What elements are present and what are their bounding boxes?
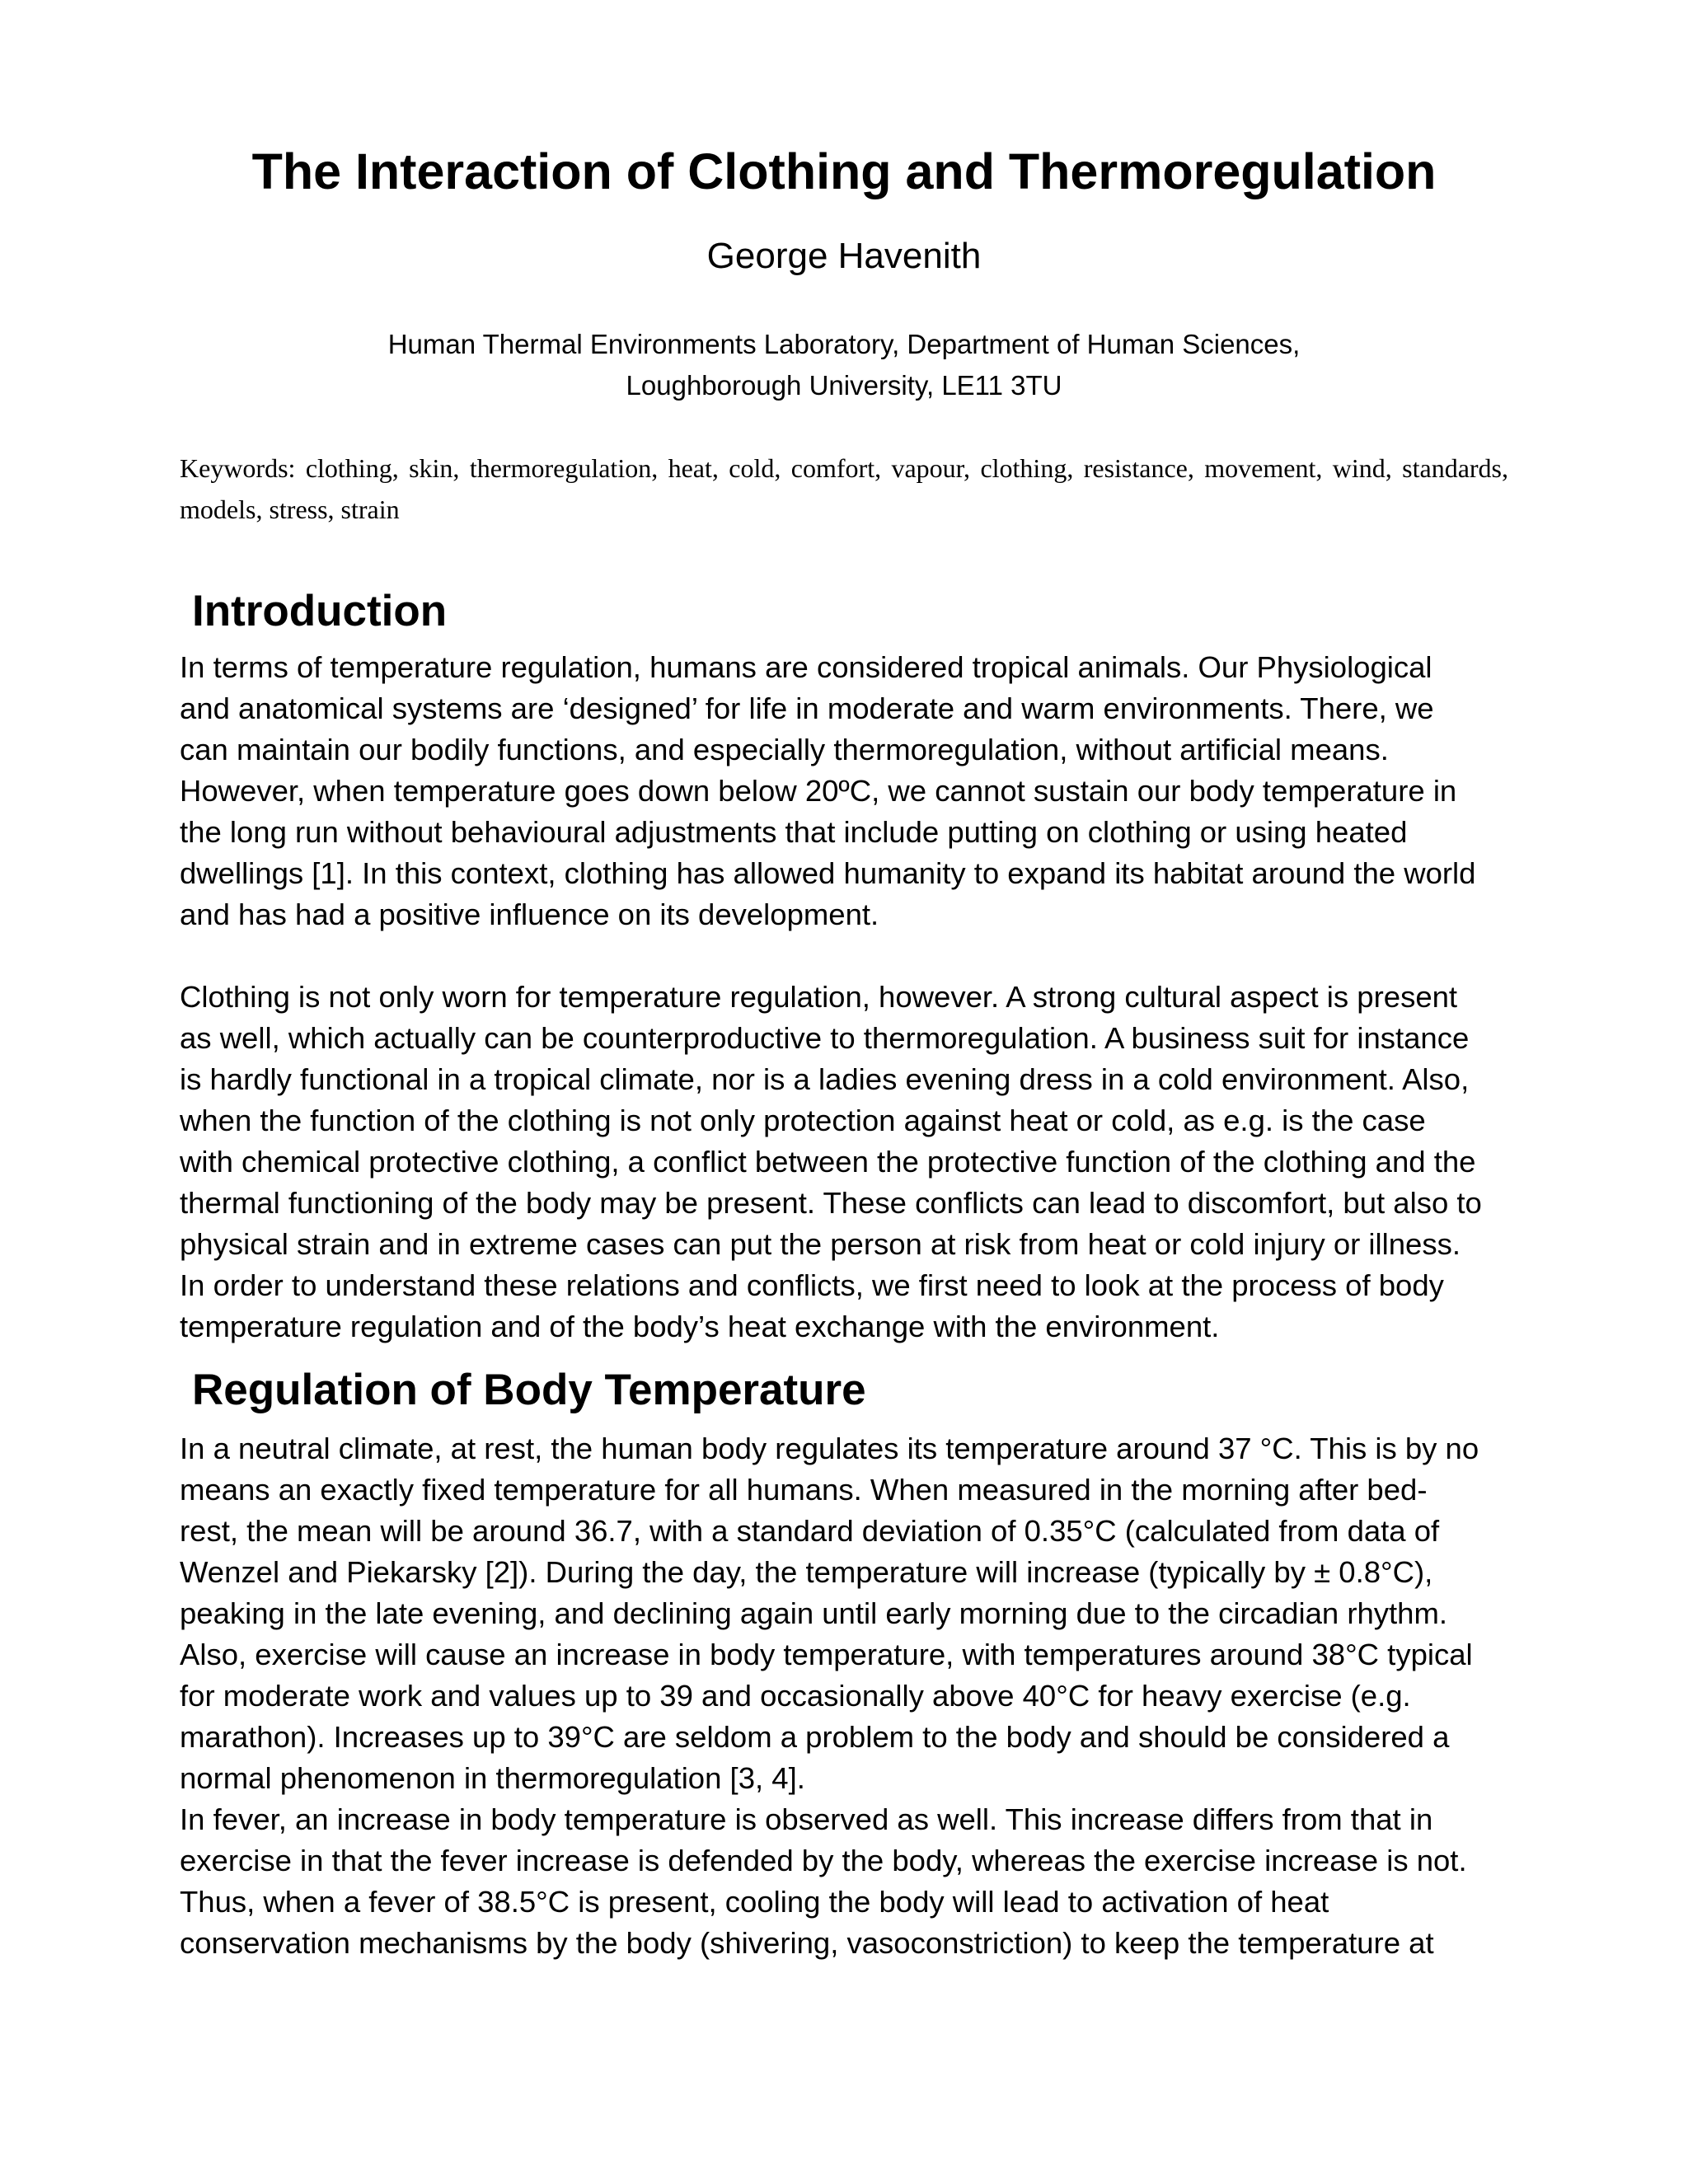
text-line: In fever, an increase in body temperature is observed as well. This increase differs from that in bbox=[180, 1802, 1433, 1836]
affiliation-line: Human Thermal Environments Laboratory, Department of Human Sciences, bbox=[387, 329, 1301, 359]
text-line: and has had a positive influence on its development. bbox=[180, 898, 879, 931]
text-line: normal phenomenon in thermoregulation [3, 4]. bbox=[180, 1761, 805, 1795]
text-line: physical strain and in extreme cases can put the person at risk from heat or cold injury or illness. bbox=[180, 1227, 1461, 1261]
text-line: Also, exercise will cause an increase in body temperature, with temperatures around 38°C typical bbox=[180, 1638, 1473, 1671]
text-line: conservation mechanisms by the body (shivering, vasoconstriction) to keep the temperature at bbox=[180, 1926, 1434, 1960]
keywords: Keywords: clothing, skin, thermoregulation, heat, cold, comfort, vapour, clothing, resistance, movement, wind, standards, models, stress, strain bbox=[180, 453, 1508, 524]
text-line: for moderate work and values up to 39 and occasionally above 40°C for heavy exercise (e.g. bbox=[180, 1679, 1411, 1713]
section-heading-regulation: Regulation of Body Temperature bbox=[192, 1366, 866, 1414]
text-line: Wenzel and Piekarsky [2]). During the day, the temperature will increase (typically by ± 0.8°C), bbox=[180, 1555, 1433, 1589]
text-line: However, when temperature goes down below 20ºC, we cannot sustain our body temperature in bbox=[180, 774, 1457, 808]
text-line: as well, which actually can be counterproductive to thermoregulation. A business suit for instance bbox=[180, 1021, 1470, 1055]
text-line: Clothing is not only worn for temperature regulation, however. A strong cultural aspect is present bbox=[180, 980, 1458, 1014]
text-line: exercise in that the fever increase is defended by the body, whereas the exercise increase is not. bbox=[180, 1844, 1467, 1877]
text-line: In a neutral climate, at rest, the human body regulates its temperature around 37 °C. This is by no bbox=[180, 1432, 1479, 1465]
introduction-paragraph-2 bbox=[180, 977, 1531, 1347]
affiliation-line: Loughborough University, LE11 3TU bbox=[626, 370, 1062, 401]
text-line: Thus, when a fever of 38.5°C is present, cooling the body will lead to activation of heat bbox=[180, 1885, 1329, 1919]
text-line: marathon). Increases up to 39°C are seldom a problem to the body and should be considered a bbox=[180, 1720, 1450, 1754]
text-line: can maintain our bodily functions, and especially thermoregulation, without artificial means. bbox=[180, 733, 1389, 766]
author-name: George Havenith bbox=[706, 236, 982, 276]
text-line: the long run without behavioural adjustments that include putting on clothing or using heated bbox=[180, 815, 1408, 849]
text-line: In order to understand these relations and conflicts, we first need to look at the process of body bbox=[180, 1268, 1444, 1302]
introduction-paragraph-1 bbox=[180, 647, 1531, 935]
text-line: thermal functioning of the body may be present. These conflicts can lead to discomfort, but also to bbox=[180, 1186, 1482, 1220]
text-line: and anatomical systems are ‘designed’ for life in moderate and warm environments. There, we bbox=[180, 691, 1434, 725]
text-line: In terms of temperature regulation, humans are considered tropical animals. Our Physiological bbox=[180, 650, 1432, 684]
text-line: peaking in the late evening, and declining again until early morning due to the circadian rhythm. bbox=[180, 1596, 1448, 1630]
text-line: dwellings [1]. In this context, clothing has allowed humanity to expand its habitat around the world bbox=[180, 856, 1476, 890]
regulation-paragraph-1 bbox=[180, 1428, 1531, 1964]
text-line: is hardly functional in a tropical climate, nor is a ladies evening dress in a cold environment. Also, bbox=[180, 1062, 1470, 1096]
section-heading-introduction: Introduction bbox=[192, 587, 448, 635]
text-line: when the function of the clothing is not only protection against heat or cold, as e.g. is the case bbox=[180, 1104, 1426, 1137]
text-line: temperature regulation and of the body’s heat exchange with the environment. bbox=[180, 1310, 1220, 1343]
text-line: rest, the mean will be around 36.7, with a standard deviation of 0.35°C (calculated from data of bbox=[180, 1514, 1440, 1548]
affiliation bbox=[0, 324, 1688, 406]
text-line: with chemical protective clothing, a conflict between the protective function of the clothing and the bbox=[180, 1145, 1476, 1179]
paper-title: The Interaction of Clothing and Thermoregulation bbox=[251, 143, 1437, 199]
text-line: means an exactly fixed temperature for all humans. When measured in the morning after bed- bbox=[180, 1473, 1428, 1507]
